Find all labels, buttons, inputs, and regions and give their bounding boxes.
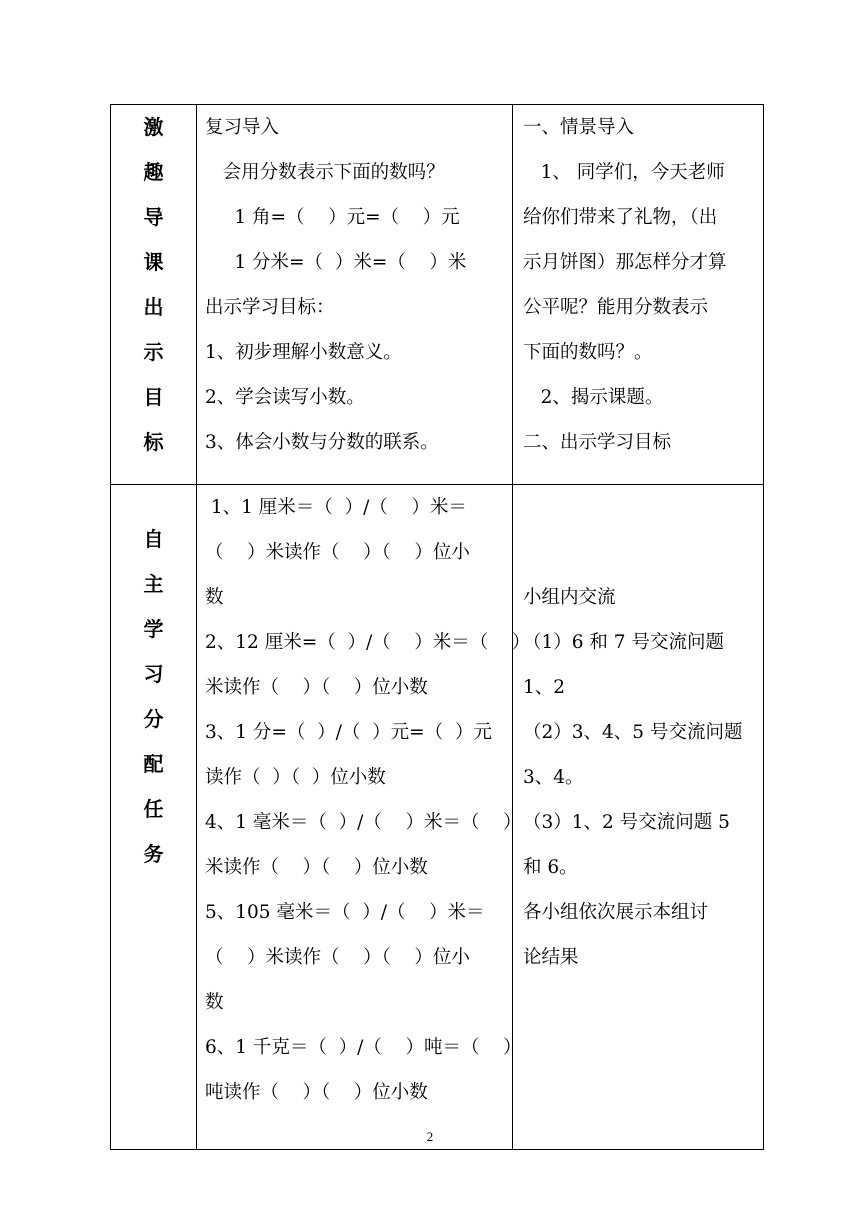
row-label-introduction xyxy=(111,105,197,485)
text-line: 5、105 毫米＝（ ）/（ ）米＝ xyxy=(205,902,485,923)
text-line: 1 角=（ ）元=（ ）元 xyxy=(205,207,460,228)
text-line: 公平呢？能用分数表示 xyxy=(523,297,709,318)
label-char: 出 xyxy=(143,295,164,319)
text-line: 各小组依次展示本组讨 xyxy=(523,902,709,923)
text-line: 读作（ ）（ ）位小数 xyxy=(205,767,386,788)
text-line: 1、 同学们，今天老师 xyxy=(523,162,725,183)
exercise-cell xyxy=(197,485,531,1150)
label-char: 趣 xyxy=(143,160,164,184)
row-label-self-study xyxy=(111,485,197,1150)
text-line: 下面的数吗？。 xyxy=(523,342,653,363)
text-line: 二、出示学习目标 xyxy=(523,432,672,453)
teacher-activity-cell xyxy=(513,105,764,485)
label-char: 目 xyxy=(143,385,164,409)
table-row-self-study xyxy=(111,485,764,1150)
label-char: 示 xyxy=(143,340,164,364)
text-line: 3、1 分=（ ）/（ ）元=（ ）元 xyxy=(205,722,492,743)
text-line: 数 xyxy=(205,992,224,1013)
text-line: 米读作（ ）（ ）位小数 xyxy=(205,857,428,878)
text-line: 1、1 厘米＝（ ）/（ ）米＝ xyxy=(205,497,467,518)
text-line: （2）3、4、5 号交流问题 xyxy=(523,722,743,743)
label-char: 标 xyxy=(143,430,164,454)
text-line: 1 分米=（ ）米=（ ）米 xyxy=(205,252,467,273)
label-char: 导 xyxy=(143,205,164,229)
label-char: 激 xyxy=(143,115,164,139)
text-line xyxy=(523,485,757,530)
text-line: （1）6 和 7 号交流问题 xyxy=(523,632,724,653)
text-line: 数 xyxy=(205,587,224,608)
text-line: 出示学习目标： xyxy=(205,297,335,318)
text-line: 小组内交流 xyxy=(523,587,616,608)
text-line: 3、4。 xyxy=(523,767,584,788)
text-line: 2、12 厘米=（ ）/（ ）米＝（ ） xyxy=(205,632,531,653)
table-row-introduction xyxy=(111,105,764,485)
label-char: 课 xyxy=(143,250,164,274)
text-line: 吨读作（ ）（ ）位小数 xyxy=(205,1082,428,1103)
text-line: 米读作（ ）（ ）位小数 xyxy=(205,677,428,698)
text-line: 1、初步理解小数意义。 xyxy=(205,342,402,363)
label-char: 分 xyxy=(143,707,164,731)
text-line: 2、学会读写小数。 xyxy=(205,387,365,408)
text-line xyxy=(523,530,757,575)
lesson-plan-table xyxy=(110,104,764,1150)
text-line: 论结果 xyxy=(523,947,579,968)
text-line: （ ）米读作（ ）（ ）位小 xyxy=(205,947,470,968)
label-char: 自 xyxy=(143,527,164,551)
text-line: （ ）米读作（ ）（ ）位小 xyxy=(205,542,470,563)
label-char: 习 xyxy=(143,662,164,686)
label-char: 任 xyxy=(143,797,164,821)
text-line: 6、1 千克＝（ ）/（ ）吨＝（ ） xyxy=(205,1037,522,1058)
text-line: 3、体会小数与分数的联系。 xyxy=(205,432,439,453)
text-line: 2、揭示课题。 xyxy=(523,387,664,408)
text-line: （3）1、2 号交流问题 5 xyxy=(523,812,730,833)
label-char: 务 xyxy=(143,842,164,866)
label-char: 学 xyxy=(143,617,164,641)
text-line: 4、1 毫米＝（ ）/（ ）米＝（ ） xyxy=(205,812,522,833)
text-line: 和 6。 xyxy=(523,857,578,878)
text-line: 示月饼图）那怎样分才算 xyxy=(523,252,727,273)
text-line: 给你们带来了礼物，（出 xyxy=(523,207,718,228)
review-content-cell xyxy=(197,105,513,485)
text-line: 复习导入 xyxy=(205,117,280,138)
text-line: 1、2 xyxy=(523,677,566,698)
label-char: 主 xyxy=(143,572,164,596)
page-number: 2 xyxy=(426,1129,434,1144)
text-line: 一、情景导入 xyxy=(523,117,635,138)
label-char: 配 xyxy=(143,752,164,776)
text-line: 会用分数表示下面的数吗？ xyxy=(205,162,445,183)
group-discussion-cell xyxy=(513,485,764,1150)
